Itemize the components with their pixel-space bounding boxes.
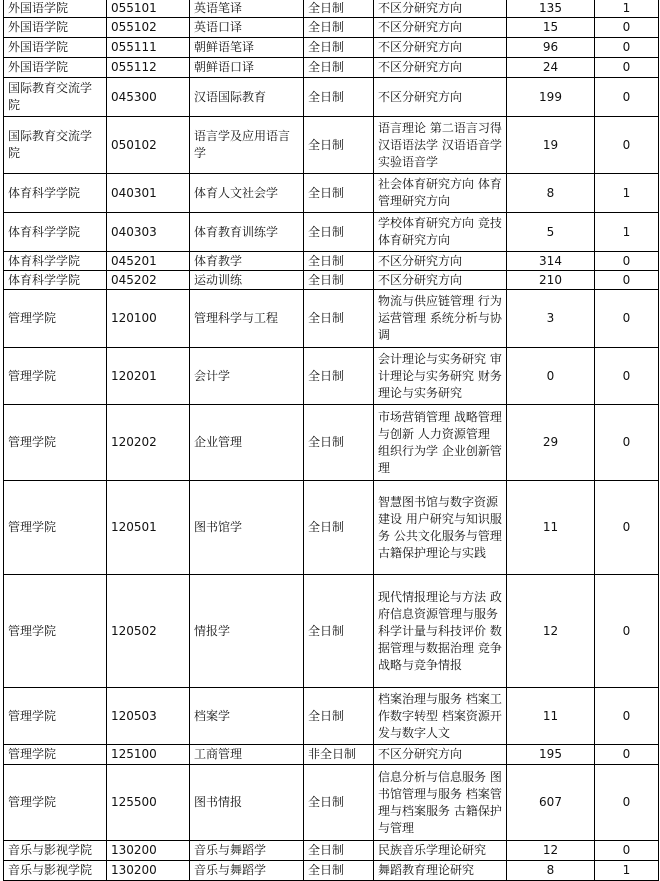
cell-code: 120501	[107, 481, 190, 575]
cell-code: 055112	[107, 58, 190, 78]
cell-plan: 0	[595, 688, 659, 745]
cell-plan: 0	[595, 745, 659, 765]
table-row	[4, 38, 659, 58]
cell-major: 会计学	[190, 348, 304, 405]
table-row	[4, 765, 659, 841]
cell-applicants: 210	[507, 271, 595, 290]
cell-school: 外国语学院	[4, 58, 107, 78]
cell-school: 外国语学院	[4, 0, 107, 18]
cell-applicants: 15	[507, 18, 595, 38]
cell-applicants: 11	[507, 688, 595, 745]
cell-direction: 不区分研究方向	[374, 38, 507, 58]
cell-school: 管理学院	[4, 405, 107, 481]
cell-major: 汉语国际教育	[190, 78, 304, 117]
cell-code: 045201	[107, 252, 190, 271]
cell-code: 120202	[107, 405, 190, 481]
cell-school: 管理学院	[4, 290, 107, 348]
cell-school: 体育科学学院	[4, 252, 107, 271]
cell-plan: 0	[595, 575, 659, 688]
cell-major: 图书馆学	[190, 481, 304, 575]
cell-direction: 不区分研究方向	[374, 271, 507, 290]
cell-plan: 0	[595, 58, 659, 78]
cell-plan: 1	[595, 174, 659, 213]
table-row	[4, 861, 659, 881]
cell-plan: 0	[595, 117, 659, 174]
cell-applicants: 199	[507, 78, 595, 117]
cell-major: 体育教育训练学	[190, 213, 304, 252]
table-row	[4, 481, 659, 575]
cell-major: 音乐与舞蹈学	[190, 841, 304, 861]
cell-direction: 不区分研究方向	[374, 745, 507, 765]
cell-school: 体育科学学院	[4, 271, 107, 290]
cell-plan: 0	[595, 18, 659, 38]
cell-direction: 现代情报理论与方法 政府信息资源管理与服务 科学计量与科技评价 数据管理与数据治理 竞争战略与竞争情报	[374, 575, 507, 688]
cell-direction: 不区分研究方向	[374, 0, 507, 18]
cell-major: 体育人文社会学	[190, 174, 304, 213]
cell-applicants: 314	[507, 252, 595, 271]
cell-school: 管理学院	[4, 481, 107, 575]
cell-plan: 1	[595, 0, 659, 18]
cell-applicants: 12	[507, 841, 595, 861]
cell-mode: 全日制	[304, 575, 374, 688]
cell-direction: 市场营销管理 战略管理与创新 人力资源管理 组织行为学 企业创新管理	[374, 405, 507, 481]
cell-applicants: 8	[507, 174, 595, 213]
cell-major: 情报学	[190, 575, 304, 688]
cell-major: 英语口译	[190, 18, 304, 38]
cell-code: 040301	[107, 174, 190, 213]
cell-major: 朝鲜语口译	[190, 58, 304, 78]
cell-mode: 全日制	[304, 58, 374, 78]
cell-direction: 社会体育研究方向 体育管理研究方向	[374, 174, 507, 213]
cell-major: 管理科学与工程	[190, 290, 304, 348]
cell-school: 管理学院	[4, 575, 107, 688]
cell-direction: 不区分研究方向	[374, 252, 507, 271]
cell-direction: 信息分析与信息服务 图书馆管理与服务 档案管理与档案服务 古籍保护与管理	[374, 765, 507, 841]
cell-code: 040303	[107, 213, 190, 252]
cell-plan: 0	[595, 38, 659, 58]
table-body	[4, 0, 659, 881]
cell-direction: 会计理论与实务研究 审计理论与实务研究 财务理论与实务研究	[374, 348, 507, 405]
cell-direction: 不区分研究方向	[374, 78, 507, 117]
cell-school: 管理学院	[4, 765, 107, 841]
cell-school: 体育科学学院	[4, 174, 107, 213]
cell-plan: 0	[595, 765, 659, 841]
cell-mode: 全日制	[304, 0, 374, 18]
cell-major: 语言学及应用语言学	[190, 117, 304, 174]
cell-school: 外国语学院	[4, 18, 107, 38]
admissions-table	[3, 0, 659, 881]
cell-mode: 全日制	[304, 174, 374, 213]
cell-applicants: 11	[507, 481, 595, 575]
cell-plan: 0	[595, 290, 659, 348]
table-row	[4, 348, 659, 405]
cell-plan: 1	[595, 213, 659, 252]
cell-code: 050102	[107, 117, 190, 174]
cell-major: 运动训练	[190, 271, 304, 290]
cell-applicants: 195	[507, 745, 595, 765]
cell-plan: 0	[595, 348, 659, 405]
cell-major: 音乐与舞蹈学	[190, 861, 304, 881]
cell-major: 英语笔译	[190, 0, 304, 18]
table-row	[4, 688, 659, 745]
table-row	[4, 174, 659, 213]
cell-applicants: 8	[507, 861, 595, 881]
cell-code: 045202	[107, 271, 190, 290]
cell-major: 图书情报	[190, 765, 304, 841]
cell-major: 工商管理	[190, 745, 304, 765]
cell-direction: 舞蹈教育理论研究	[374, 861, 507, 881]
cell-code: 130200	[107, 841, 190, 861]
cell-mode: 全日制	[304, 688, 374, 745]
cell-applicants: 96	[507, 38, 595, 58]
cell-school: 音乐与影视学院	[4, 861, 107, 881]
cell-mode: 全日制	[304, 252, 374, 271]
cell-mode: 全日制	[304, 348, 374, 405]
cell-school: 音乐与影视学院	[4, 841, 107, 861]
cell-code: 055111	[107, 38, 190, 58]
cell-mode: 全日制	[304, 38, 374, 58]
cell-mode: 全日制	[304, 481, 374, 575]
cell-direction: 学校体育研究方向 竞技体育研究方向	[374, 213, 507, 252]
cell-direction: 语言理论 第二语言习得 汉语语法学 汉语语音学 实验语音学	[374, 117, 507, 174]
cell-mode: 全日制	[304, 290, 374, 348]
cell-school: 管理学院	[4, 348, 107, 405]
cell-applicants: 29	[507, 405, 595, 481]
cell-code: 120503	[107, 688, 190, 745]
table-row	[4, 745, 659, 765]
cell-major: 档案学	[190, 688, 304, 745]
table-row	[4, 78, 659, 117]
cell-school: 国际教育交流学院	[4, 78, 107, 117]
cell-major: 朝鲜语笔译	[190, 38, 304, 58]
cell-code: 120201	[107, 348, 190, 405]
cell-mode: 全日制	[304, 117, 374, 174]
table-row	[4, 575, 659, 688]
cell-plan: 0	[595, 841, 659, 861]
cell-school: 管理学院	[4, 745, 107, 765]
cell-applicants: 3	[507, 290, 595, 348]
cell-applicants: 24	[507, 58, 595, 78]
cell-code: 130200	[107, 861, 190, 881]
cell-mode: 全日制	[304, 861, 374, 881]
cell-plan: 0	[595, 271, 659, 290]
cell-applicants: 12	[507, 575, 595, 688]
cell-mode: 全日制	[304, 271, 374, 290]
cell-direction: 不区分研究方向	[374, 18, 507, 38]
cell-plan: 0	[595, 481, 659, 575]
cell-code: 125500	[107, 765, 190, 841]
cell-code: 055102	[107, 18, 190, 38]
cell-direction: 档案治理与服务 档案工作数字转型 档案资源开发与数字人文	[374, 688, 507, 745]
cell-code: 125100	[107, 745, 190, 765]
table-row	[4, 405, 659, 481]
cell-code: 055101	[107, 0, 190, 18]
cell-school: 体育科学学院	[4, 213, 107, 252]
cell-plan: 0	[595, 252, 659, 271]
cell-mode: 全日制	[304, 841, 374, 861]
cell-mode: 全日制	[304, 405, 374, 481]
cell-school: 管理学院	[4, 688, 107, 745]
cell-applicants: 607	[507, 765, 595, 841]
cell-direction: 民族音乐学理论研究	[374, 841, 507, 861]
cell-applicants: 19	[507, 117, 595, 174]
cell-school: 外国语学院	[4, 38, 107, 58]
cell-mode: 全日制	[304, 765, 374, 841]
cell-plan: 0	[595, 78, 659, 117]
table-row	[4, 18, 659, 38]
table-row	[4, 58, 659, 78]
cell-plan: 0	[595, 405, 659, 481]
cell-applicants: 135	[507, 0, 595, 18]
cell-mode: 非全日制	[304, 745, 374, 765]
table-row	[4, 841, 659, 861]
cell-school: 国际教育交流学院	[4, 117, 107, 174]
cell-applicants: 0	[507, 348, 595, 405]
cell-code: 045300	[107, 78, 190, 117]
cell-mode: 全日制	[304, 78, 374, 117]
cell-mode: 全日制	[304, 213, 374, 252]
cell-applicants: 5	[507, 213, 595, 252]
cell-code: 120502	[107, 575, 190, 688]
cell-code: 120100	[107, 290, 190, 348]
table-row	[4, 271, 659, 290]
cell-direction: 不区分研究方向	[374, 58, 507, 78]
cell-plan: 1	[595, 861, 659, 881]
table-row	[4, 0, 659, 18]
cell-direction: 物流与供应链管理 行为运营管理 系统分析与协调	[374, 290, 507, 348]
cell-major: 体育教学	[190, 252, 304, 271]
cell-major: 企业管理	[190, 405, 304, 481]
cell-mode: 全日制	[304, 18, 374, 38]
table-row	[4, 213, 659, 252]
table-row	[4, 290, 659, 348]
cell-direction: 智慧图书馆与数字资源建设 用户研究与知识服务 公共文化服务与管理 古籍保护理论与实践	[374, 481, 507, 575]
table-row	[4, 252, 659, 271]
table-row	[4, 117, 659, 174]
